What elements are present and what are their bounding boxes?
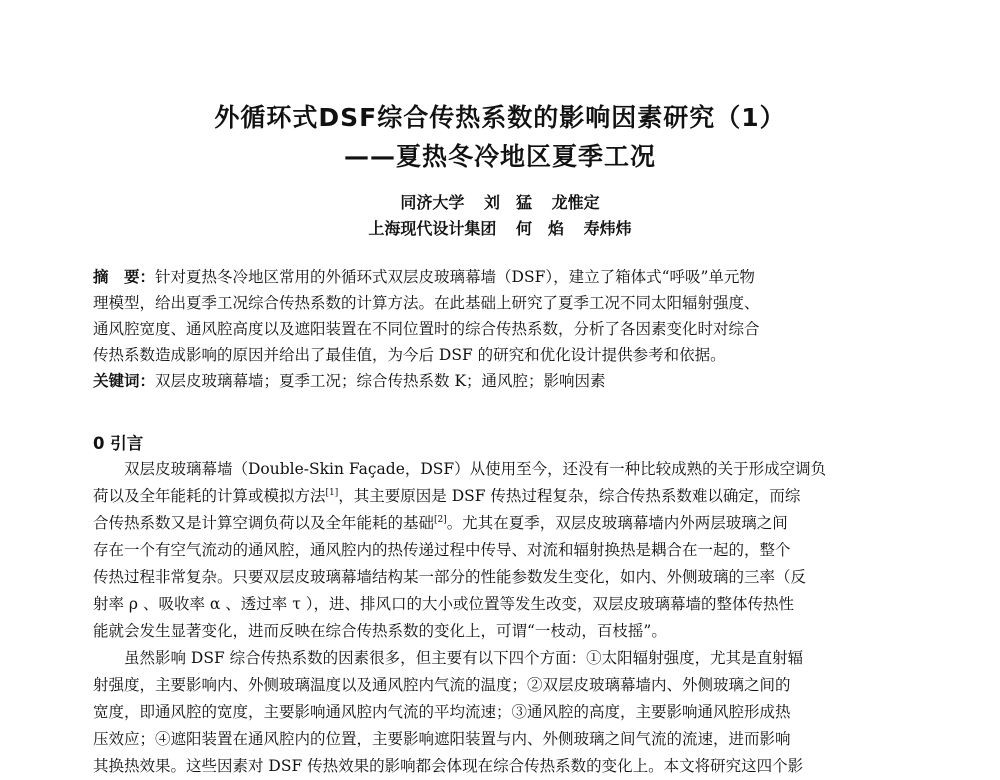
- citation-ref: [2]: [434, 514, 447, 525]
- author-line: [0, 190, 1000, 216]
- keywords-label: 关键词：: [93, 372, 156, 390]
- paragraph-line: 宽度，即通风腔的宽度，主要影响通风腔内气流的平均流速；③通风腔的高度，主要影响通风腔形成热: [93, 703, 791, 721]
- abstract-label: 摘 要：: [93, 268, 156, 286]
- citation-ref: [1]: [325, 487, 339, 498]
- paragraph-line: 压效应；④遮阳装置在通风腔内的位置，主要影响遮阳装置与内、外侧玻璃之间气流的流速，进而影响: [93, 730, 791, 748]
- affiliation: 上海现代设计集团: [368, 219, 497, 238]
- author-name: 龙惟定: [551, 193, 600, 212]
- body-text: [93, 456, 905, 780]
- abstract-line: 针对夏热冬冷地区常用的外循环式双层皮玻璃幕墙（DSF），建立了箱体式“呼吸”单元物: [155, 268, 755, 286]
- paper-subtitle: ——夏热冬冷地区夏季工况: [343, 142, 656, 171]
- abstract: [93, 264, 893, 394]
- paragraph-line: 合传热系数又是计算空调负荷以及全年能耗的基础[2]。尤其在夏季，双层皮玻璃幕墙内外两层玻璃之间: [93, 514, 788, 532]
- keywords: 双层皮玻璃幕墙；夏季工况；综合传热系数 K；通风腔；影响因素: [155, 372, 606, 390]
- author-name: 刘 猛: [483, 193, 532, 212]
- paragraph-line: 射率 ρ 、吸收率 α 、透过率 τ ），进、排风口的大小或位置等发生改变，双层皮玻璃幕墙的整体传热性: [93, 595, 794, 613]
- abstract-line: 理模型，给出夏季工况综合传热系数的计算方法。在此基础上研究了夏季工况不同太阳辐射强度、: [93, 294, 760, 312]
- paragraph-line: 荷以及全年能耗的计算或模拟方法[1]，其主要原因是 DSF 传热过程复杂，综合传热系数难以确定，而综: [93, 487, 801, 505]
- paragraph-line: 存在一个有空气流动的通风腔，通风腔内的热传递过程中传导、对流和辐射换热是耦合在一起的，整个: [93, 541, 791, 559]
- paragraph-line: 射强度，主要影响内、外侧玻璃温度以及通风腔内气流的温度；②双层皮玻璃幕墙内、外侧玻璃之间的: [93, 676, 791, 694]
- author-line: [0, 216, 1000, 242]
- abstract-line: 通风腔宽度、通风腔高度以及遮阳装置在不同位置时的综合传热系数，分析了各因素变化时对综合: [93, 320, 760, 338]
- abstract-line: 传热系数造成影响的原因并给出了最佳值，为今后 DSF 的研究和优化设计提供参考和依据。: [93, 346, 726, 364]
- affiliation: 同济大学: [400, 193, 465, 212]
- paragraph-line: 其换热效果。这些因素对 DSF 传热效果的影响都会体现在综合传热系数的变化上。本文将研究这四个影: [93, 757, 804, 775]
- author-name: 寿炜炜: [583, 219, 632, 238]
- paper-title: 外循环式DSF综合传热系数的影响因素研究（1）: [214, 103, 786, 132]
- paragraph-line: 能就会发生显著变化，进而反映在综合传热系数的变化上，可谓“一枝动，百枝摇”。: [93, 622, 667, 640]
- section-heading: 0 引言: [93, 434, 144, 453]
- author-name: 何 焰: [515, 219, 564, 238]
- paragraph-line: 虽然影响 DSF 综合传热系数的因素很多，但主要有以下四个方面：①太阳辐射强度，尤其是直射辐: [124, 649, 804, 667]
- paragraph-line: 双层皮玻璃幕墙（Double-Skin Façade，DSF）从使用至今，还没有一种比较成熟的关于形成空调负: [124, 460, 827, 478]
- paragraph-line: 传热过程非常复杂。只要双层皮玻璃幕墙结构某一部分的性能参数发生变化，如内、外侧玻璃的三率（反: [93, 568, 807, 586]
